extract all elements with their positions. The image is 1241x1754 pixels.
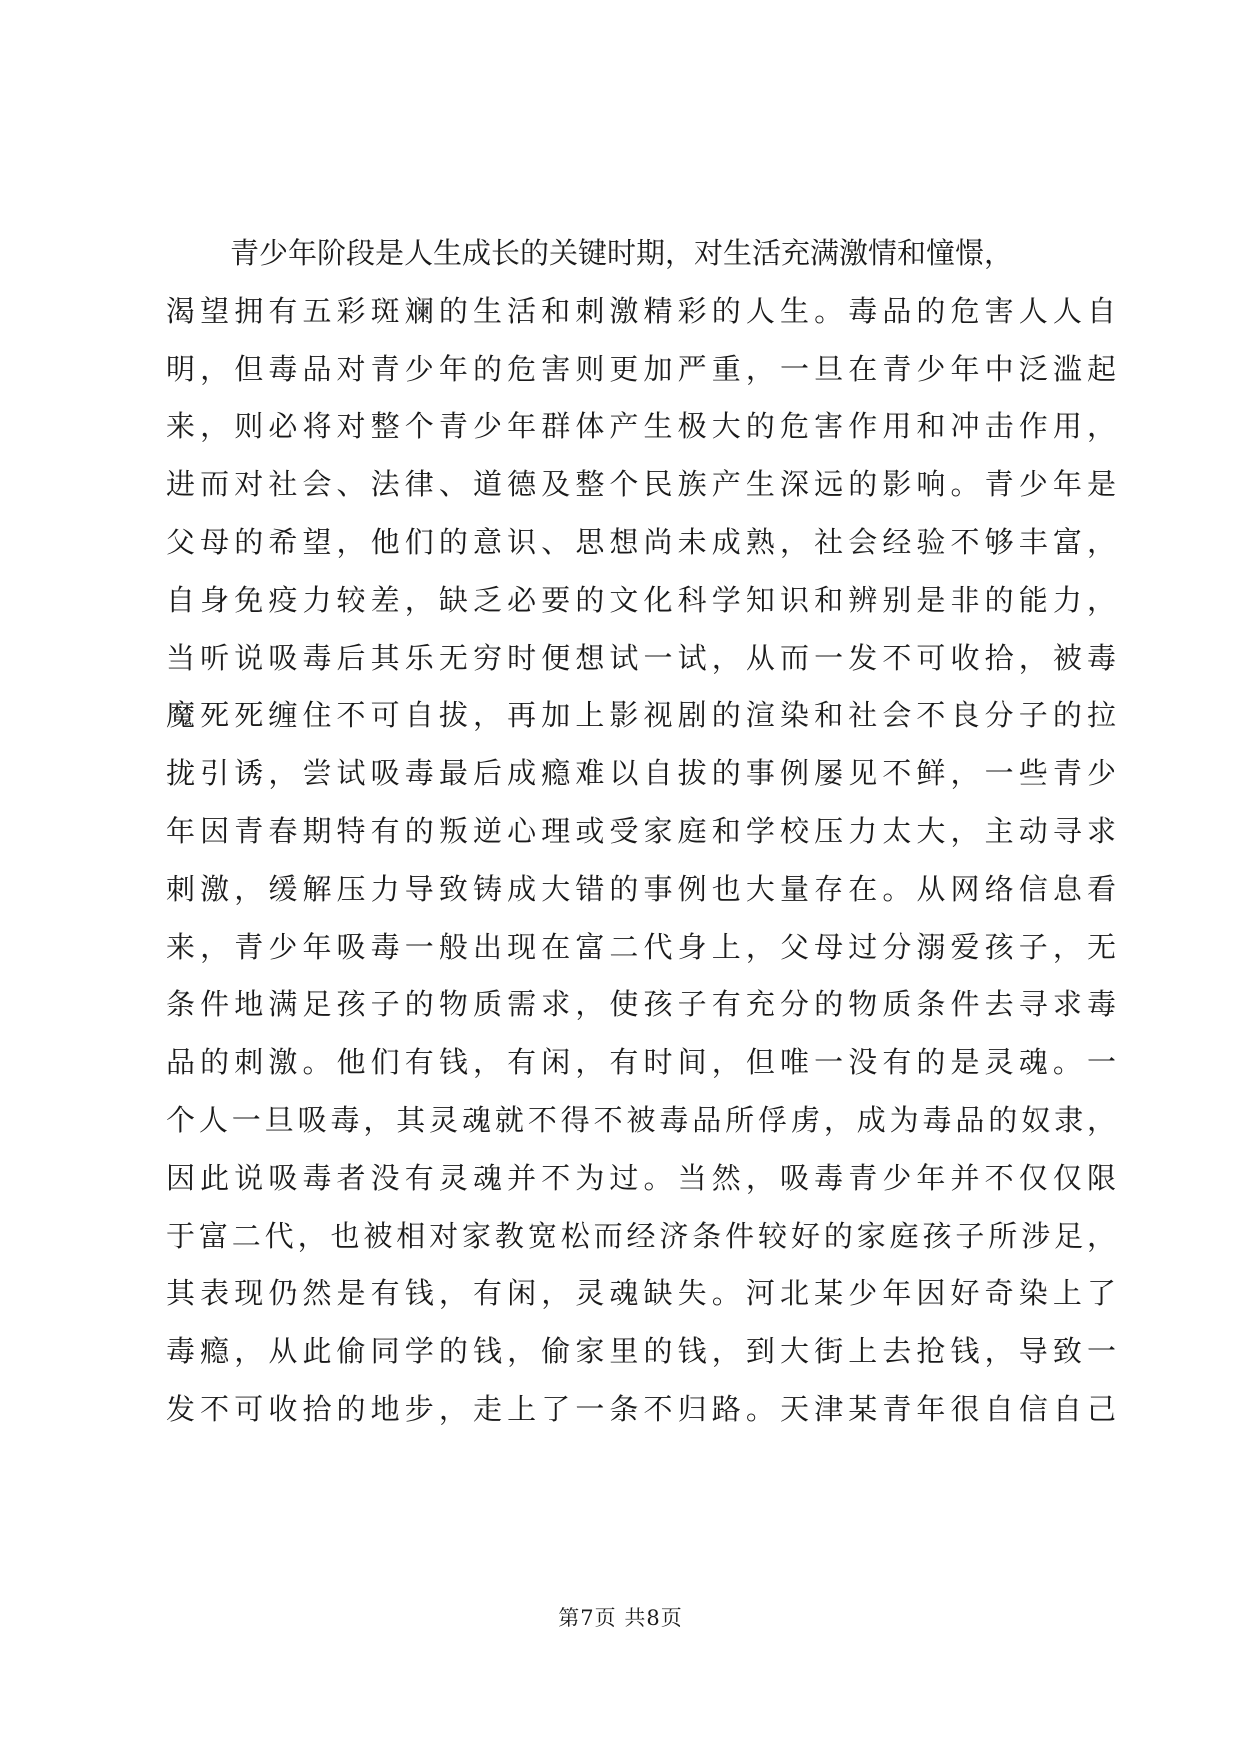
paragraph-line: 发不可收拾的地步，走上了一条不归路。天津某青年很自信自己 <box>166 1391 1116 1426</box>
paragraph-line: 其表现仍然是有钱，有闲，灵魂缺失。河北某少年因好奇染上了 <box>166 1276 1116 1311</box>
paragraph-line: 渴望拥有五彩斑斓的生活和刺激精彩的人生。毒品的危害人人自 <box>166 293 1116 328</box>
body-paragraph <box>166 225 1116 1439</box>
paragraph-line: 拢引诱，尝试吸毒最后成瘾难以自拔的事例屡见不鲜，一些青少 <box>166 756 1116 791</box>
paragraph-line: 刺激，缓解压力导致铸成大错的事例也大量存在。从网络信息看 <box>166 871 1116 906</box>
paragraph-line: 明，但毒品对青少年的危害则更加严重，一旦在青少年中泛滥起 <box>166 351 1116 386</box>
paragraph-line: 毒瘾，从此偷同学的钱，偷家里的钱，到大街上去抢钱，导致一 <box>166 1334 1116 1369</box>
paragraph-line: 青少年阶段是人生成长的关键时期，对生活充满激情和憧憬， <box>230 236 1014 270</box>
paragraph-line: 魔死死缠住不可自拔，再加上影视剧的渲染和社会不良分子的拉 <box>166 698 1116 733</box>
page-number-footer: 第7页 共8页 <box>558 1606 683 1630</box>
paragraph-line: 品的刺激。他们有钱，有闲，有时间，但唯一没有的是灵魂。一 <box>166 1045 1116 1080</box>
paragraph-line: 因此说吸毒者没有灵魂并不为过。当然，吸毒青少年并不仅仅限 <box>166 1160 1116 1195</box>
paragraph-line: 自身免疫力较差，缺乏必要的文化科学知识和辨别是非的能力， <box>166 582 1116 617</box>
paragraph-line: 当听说吸毒后其乐无穷时便想试一试，从而一发不可收拾，被毒 <box>166 640 1116 675</box>
paragraph-line: 条件地满足孩子的物质需求，使孩子有充分的物质条件去寻求毒 <box>166 987 1116 1022</box>
paragraph-line: 来，青少年吸毒一般出现在富二代身上，父母过分溺爱孩子，无 <box>166 929 1116 964</box>
paragraph-line: 进而对社会、法律、道德及整个民族产生深远的影响。青少年是 <box>166 467 1116 502</box>
paragraph-line: 年因青春期特有的叛逆心理或受家庭和学校压力太大，主动寻求 <box>166 813 1116 848</box>
paragraph-line: 于富二代，也被相对家教宽松而经济条件较好的家庭孩子所涉足， <box>166 1218 1116 1253</box>
paragraph-line: 父母的希望，他们的意识、思想尚未成熟，社会经验不够丰富， <box>166 524 1116 559</box>
paragraph-line: 来，则必将对整个青少年群体产生极大的危害作用和冲击作用， <box>166 409 1116 444</box>
paragraph-line: 个人一旦吸毒，其灵魂就不得不被毒品所俘虏，成为毒品的奴隶， <box>166 1102 1116 1137</box>
